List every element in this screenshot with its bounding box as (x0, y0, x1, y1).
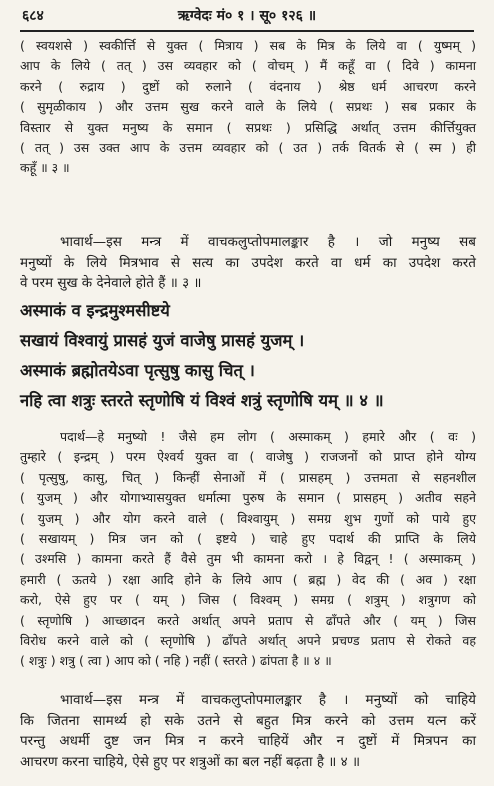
text-line: आप के लिये ( तत् ) उस व्यवहार को ( वोचम् ) मैं कहूँ वा ( दिवे ) कामना (20, 58, 476, 74)
text-line: ( युजम् ) और योगाभ्यासयुक्त धर्मात्मा पुरुष के समान ( प्रासहम् ) अतीव सहने (20, 490, 476, 506)
text-line: ( सुमृळीकाय ) और उत्तम सुख करने वाले के लिये ( सप्रथः ) सब प्रकार के (20, 99, 476, 115)
page-header (22, 6, 472, 28)
text-line: भावार्थ—इस मन्त्र में वाचकलुप्तोपमालङ्कार है । जो मनुष्य सब (60, 234, 476, 250)
prev-padartha-paragraph (20, 36, 476, 179)
text-line: आचरण करना चाहिये, ऐसे हुए पर शत्रुओं का बल नहीं बढ़ता है ॥ ४ ॥ (20, 753, 361, 770)
text-line: ( उश्मसि ) कामना करते हैं वैसे तुम भी कामना करो । हे विद्वन् ! ( अस्माकम् ) (20, 551, 476, 567)
text-line: कहूँ ॥ ३ ॥ (20, 160, 70, 176)
mantra-verse (20, 296, 476, 416)
mantra-line: नहि त्वा शत्रुः स्तरते स्तृणोषि यं विश्वं शत्रुं स्तृणोषि यम् ॥ ४ ॥ (20, 391, 384, 410)
text-line: करने ( रुद्राय ) दुष्टों को रुलाने ( वंदनाय ) श्रेष्ठ धर्म आचरण करने (20, 78, 476, 94)
text-line: ( पृत्सुषु, कासु, चित् ) किन्हीं सेनाओं में ( प्रासहम् ) उत्तमता से सहनशील (20, 469, 476, 485)
mantra-line: अस्माकं व इन्द्रमुश्मसीष्टये (20, 301, 170, 320)
text-line: ( युजम् ) और योग करने वाले ( विश्वायुम् ) समग्र शुभ गुणों को पाये हुए (20, 510, 476, 526)
text-line: ( तत् ) उस उक्त आप के उत्तम व्यवहार को ( उत ) तर्क वितर्क से ( स्म ) ही (20, 140, 476, 156)
text-line: ( सखायम् ) मित्र जन को ( इष्टये ) चाहे हुए पदार्थ की प्राप्ति के लिये (20, 531, 476, 547)
text-line: कि जितना सामर्थ्य हो सके उतने से बहुत मित्र करने को उत्तम यत्न करें (20, 712, 476, 729)
text-line: भावार्थ—इस मन्त्र में वाचकलुप्तोपमालङ्कार है । मनुष्यों को चाहिये (60, 692, 476, 708)
padartha-paragraph (20, 427, 476, 672)
prev-bhavartha-paragraph (20, 232, 476, 294)
text-line: विस्तार से युक्त मनुष्य के समान ( सप्रथः ) प्रसिद्धि अर्थात् उत्तम कीर्त्तियुक्त (20, 119, 476, 135)
mantra-line: अस्माकं ब्रह्मोतयेऽवा पृत्सुषु कासु चित् । (20, 361, 255, 380)
text-line: हमारी ( ऊतये ) रक्षा आदि होने के लिये आप ( ब्रह्म ) वेद की ( अव ) रक्षा (20, 571, 476, 587)
text-line: ( शत्रुः ) शत्रु ( त्वा ) आप को ( नहि ) नहीं ( स्तरते ) ढांपता है ॥ ४ ॥ (20, 653, 332, 669)
text-line: पदार्थ—हे मनुष्यो ! जैसे हम लोग ( अस्माकम् ) हमारे और ( वः ) (60, 429, 476, 444)
mantra-line: सखायं विश्वायुं प्रासहं युजं वाजेषु प्रासहं युजम् । (20, 331, 305, 350)
page-number: ६८४ (22, 8, 44, 24)
text-line: विरोध करने वाले को ( स्तृणोषि ) ढाँपते अर्थात् अपने प्रचण्ड प्रताप से रोकते वह (20, 633, 476, 649)
text-line: ( स्वयशसे ) स्वकीर्त्ति से युक्त ( मित्राय ) सब के मित्र के लिये वा ( युष्मम् ) (20, 38, 476, 53)
text-line: वे परम सुख के देनेवाले होते हैं ॥ ३ ॥ (20, 275, 202, 292)
running-head: ऋग्वेदः मं० १ । सू० १२६ ॥ (177, 8, 317, 24)
bhavartha-paragraph (20, 690, 476, 772)
text-line: करो, ऐसे हुए पर ( यम् ) जिस ( विश्वम् ) समग्र ( शत्रुम् ) शत्रुगण को (20, 592, 476, 608)
text-line: ( स्तृणोषि ) आच्छादन करते अर्थात् अपने प्रताप से ढाँपते और ( यम् ) जिस (20, 612, 476, 628)
text-line: तुम्हारे ( इन्द्रम् ) परम ऐश्वर्य युक्त वा ( वाजेषु ) राजजनों को प्राप्त होने योग्य (20, 449, 476, 465)
text-line: मनुष्यों के लिये मित्रभाव से सत्य का उपदेश करते वा धर्म का उपदेश करते (20, 254, 476, 271)
header-rule (20, 30, 474, 32)
text-line: परन्तु अधर्मी दुष्ट जन मित्र न करने चाहियें और न दुष्टों में मित्रपन का (20, 733, 476, 750)
